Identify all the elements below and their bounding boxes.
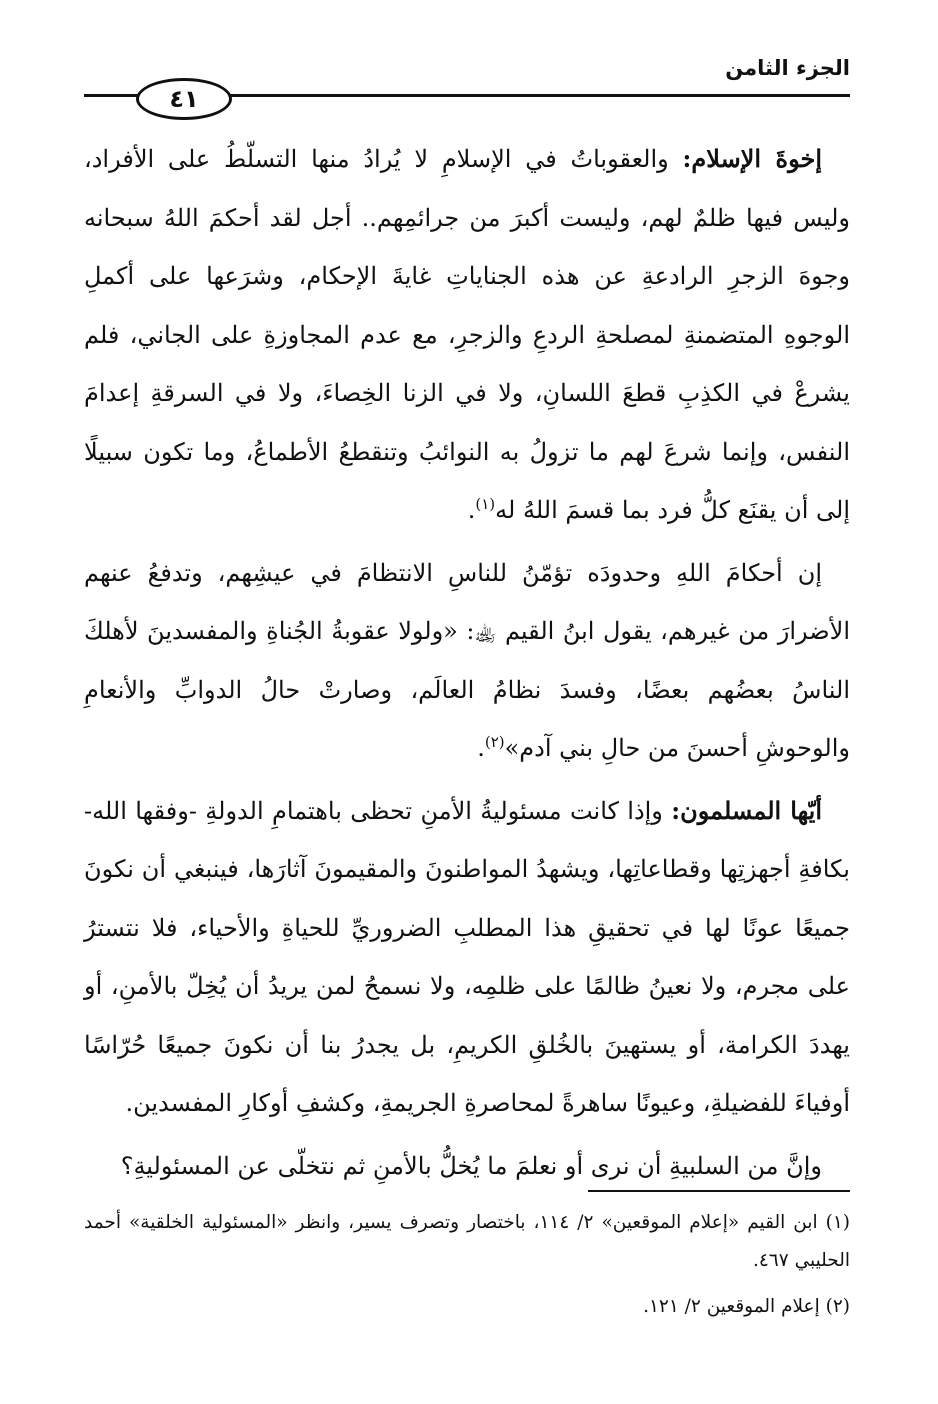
paragraph [84,1137,850,1196]
page-number [136,78,232,120]
footnote-ref: (٢) [484,733,505,751]
footnote-separator [588,1190,850,1192]
footnote: (١) ابن القيم «إعلام الموقعين» ٢/ ١١٤، باختصار وتصرف يسير، وانظر «المسئولية الخلقية» أحمد الحليبي ٤٦٧. [84,1212,850,1271]
body-text [84,130,850,1199]
paragraph-end: . [467,496,476,524]
running-header-title: الجزء الثامن [725,56,850,80]
paragraph-text: وإنَّ من السلبيةِ أن نرى أو نعلمَ ما يُخلُّ بالأمنِ ثم نتخلّى عن المسئوليةِ؟ [120,1151,822,1180]
paragraph [84,130,850,540]
footnotes [84,1204,850,1334]
page-number-label: ٤١ [169,85,199,113]
paragraph-lead: إخوةَ الإسلام: [682,144,823,173]
paragraph-end: . [477,734,485,762]
paragraph [84,782,850,1133]
paragraph-text: وإذا كانت مسئوليةُ الأمنِ تحظى باهتمامِ الدولةِ -وفقها الله- بكافةِ أجهزتِها وقطاعاتِها، ويشهدُ المواطنونَ والمقيمونَ آثارَها، فينبغي أن نكونَ جميعًا عونًا لها في تحقيقِ هذا المطلبِ الضروريِّ للحياةِ والأحياء، فلا نتسترُ على مجرم، ولا نعينُ ظالمًا على ظلمِه، ولا نسمحُ لمن يريدُ أن يُخِلّ بالأمنِ، أو يهددَ الكرامة، أو يستهينَ بالخُلقِ الكريمِ، بل يجدرُ بنا أن نكونَ جميعًا حُرّاسًا أوفياءَ للفضيلةِ، وعيونًا ساهرةً لمحاصرةِ الجريمةِ، وكشفِ أوكارِ المفسدين. [84,796,850,1117]
footnote-ref: (١) [475,495,496,513]
footnote: (٢) إعلام الموقعين ٢/ ١٢١. [643,1296,850,1317]
paragraph-lead: أيّها المسلمون: [671,795,822,825]
paragraph-text: والعقوباتُ في الإسلامِ لا يُرادُ منها التسلّطُ على الأفراد، وليس فيها ظلمٌ لهم، وليست أكبرَ من جرائمِهم.. أجل لقد أحكمَ اللهُ سبحانه وجوهَ الزجرِ الرادعةِ عن هذه الجناياتِ غايةَ الإحكام، وشرَعها على أكملِ الوجوهِ المتضمنةِ لمصلحةِ الردعِ والزجرِ، مع عدم المجاوزةِ على الجاني، فلم يشرعْ في الكذِبِ قطعَ اللسانِ، ولا في الزنا الخِصاءَ، ولا في السرقةِ إعدامَ النفس، وإنما شرعَ لهم ما تزولُ به النوائبُ وتنقطعُ الأطماعُ، وما تكون سبيلًا إلى أن يقنَع كلُّ فرد بما قسمَ اللهُ له [84,145,851,524]
paragraph [84,544,850,778]
paragraph-text: إن أحكامَ اللهِ وحدودَه تؤمّنُ للناسِ الانتظامَ في عيشِهم، وتدفعُ عنهم الأضرارَ من غيرهم، يقول ابنُ القيم ﵀: «ولولا عقوبةُ الجُناةِ والمفسدينَ لأهلكَ الناسُ بعضُهم بعضًا، وفسدَ نظامُ العالَم، وصارتْ حالُ الدوابِّ والأنعامِ والوحوشِ أحسنَ من حالِ بني آدم» [84,558,850,762]
